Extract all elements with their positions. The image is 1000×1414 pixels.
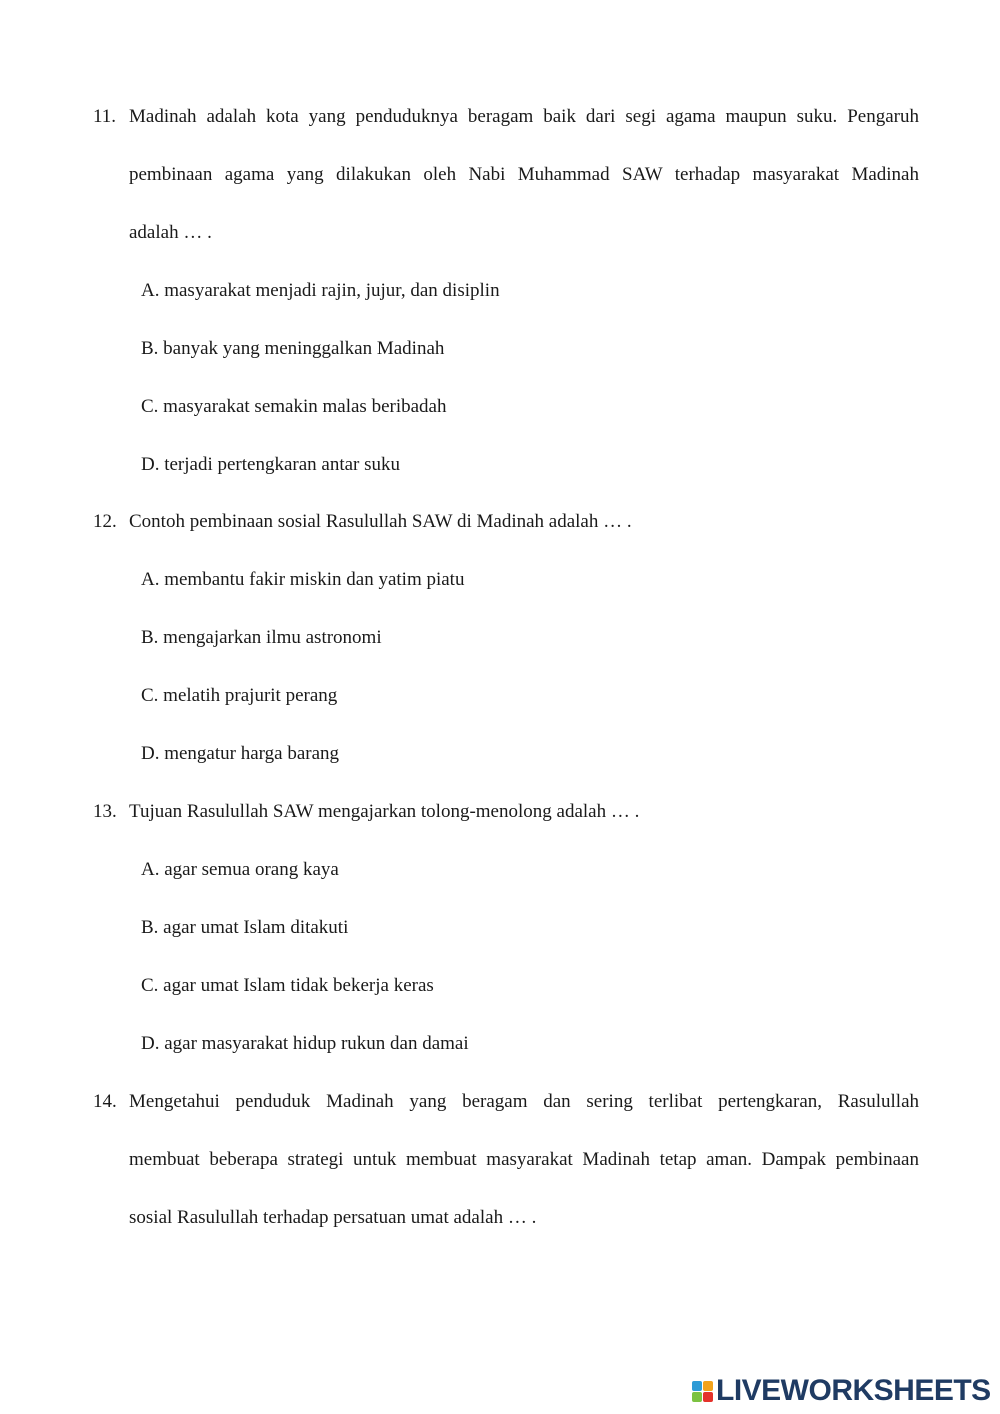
logo-square-green <box>692 1392 702 1402</box>
question-stem-line: Contoh pembinaan sosial Rasulullah SAW di Madinah adalah … . <box>129 511 632 532</box>
answer-option-c[interactable]: C. masyarakat semakin malas beribadah <box>141 396 447 417</box>
question-number: 14. <box>93 1091 117 1112</box>
answer-option-a[interactable]: A. membantu fakir miskin dan yatim piatu <box>141 569 465 590</box>
question-stem-line: Tujuan Rasulullah SAW mengajarkan tolong-menolong adalah … . <box>129 801 640 822</box>
logo-text: LIVEWORKSHEETS <box>716 1374 991 1407</box>
question-stem-line: Madinah adalah kota yang penduduknya beragam baik dari segi agama maupun suku. Pengaruh <box>129 106 919 127</box>
answer-option-c[interactable]: C. agar umat Islam tidak bekerja keras <box>141 975 434 996</box>
question-stem-line: sosial Rasulullah terhadap persatuan umat adalah … . <box>129 1207 537 1228</box>
answer-option-d[interactable]: D. mengatur harga barang <box>141 743 340 764</box>
logo-square-orange <box>703 1381 713 1391</box>
answer-option-d[interactable]: D. agar masyarakat hidup rukun dan damai <box>141 1033 469 1054</box>
question-stem-line: adalah … . <box>129 222 212 243</box>
question-number: 12. <box>93 511 117 532</box>
answer-option-d[interactable]: D. terjadi pertengkaran antar suku <box>141 454 401 475</box>
answer-option-a[interactable]: A. masyarakat menjadi rajin, jujur, dan disiplin <box>141 280 500 301</box>
answer-option-c[interactable]: C. melatih prajurit perang <box>141 685 338 706</box>
question-stem-line: Mengetahui penduduk Madinah yang beragam dan sering terlibat pertengkaran, Rasulullah <box>129 1091 919 1112</box>
question-stem-line: membuat beberapa strategi untuk membuat masyarakat Madinah tetap aman. Dampak pembinaan <box>129 1149 919 1170</box>
answer-option-b[interactable]: B. mengajarkan ilmu astronomi <box>141 627 382 648</box>
question-stem-line: pembinaan agama yang dilakukan oleh Nabi Muhammad SAW terhadap masyarakat Madinah <box>129 164 919 185</box>
answer-option-a[interactable]: A. agar semua orang kaya <box>141 859 339 880</box>
question-number: 13. <box>93 801 117 822</box>
liveworksheets-logo <box>692 1376 991 1406</box>
question-number: 11. <box>93 106 117 127</box>
answer-option-b[interactable]: B. agar umat Islam ditakuti <box>141 917 349 938</box>
answer-option-b[interactable]: B. banyak yang meninggalkan Madinah <box>141 338 445 359</box>
liveworksheets-logo-icon <box>692 1381 713 1402</box>
logo-square-blue <box>692 1381 702 1391</box>
logo-square-red <box>703 1392 713 1402</box>
